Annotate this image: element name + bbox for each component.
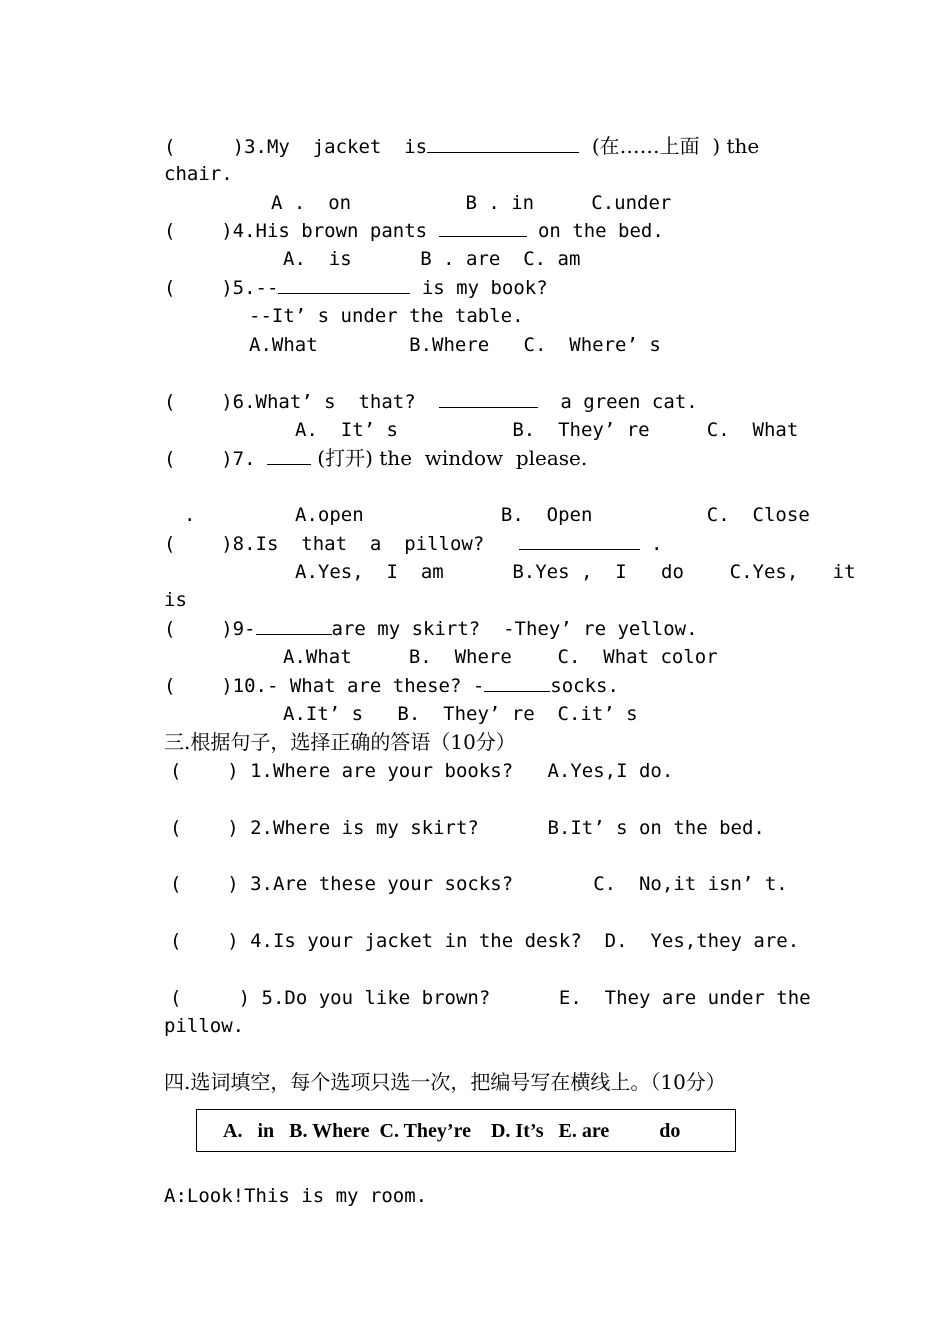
question-8: ( )8.Is that a pillow? .	[164, 533, 663, 555]
match-5: ( ) 5.Do you like brown? E. They are under the	[170, 987, 811, 1009]
question-3: ( )3.My jacket is (在……上面 ) the	[164, 134, 760, 158]
blank[interactable]	[439, 218, 527, 237]
question-9: ( )9- are my skirt? -They’ re yellow.	[164, 618, 698, 640]
question-5-answer: --It’ s under the table.	[249, 305, 524, 327]
match-2: ( ) 2.Where is my skirt? B.It’ s on the bed.	[170, 817, 765, 839]
dialogue-line-1: A:Look!This is my room.	[164, 1185, 428, 1207]
question-8-cont: is	[164, 589, 187, 611]
blank[interactable]	[519, 531, 640, 550]
question-7-dot: .	[184, 504, 196, 526]
question-7-options: A.open B. Open C. Close	[295, 504, 810, 526]
word-bank-box	[196, 1109, 736, 1152]
blank[interactable]	[256, 616, 332, 635]
question-10: ( )10.- What are these? - socks.	[164, 675, 619, 697]
word-bank-options: A. in B. Where C. They’re D. It’s E. are do	[223, 1120, 681, 1142]
blank[interactable]	[267, 446, 311, 465]
question-10-options: A.It’ s B. They’ re C.it’ s	[283, 703, 638, 725]
question-5-options: A.What B.Where C. Where’ s	[249, 334, 661, 356]
blank[interactable]	[278, 275, 410, 294]
question-7: ( )7. (打开) the window please.	[164, 446, 588, 470]
question-3-cont: chair.	[164, 163, 233, 185]
question-6: ( )6.What’ s that? a green cat.	[164, 391, 698, 413]
blank[interactable]	[439, 389, 538, 408]
match-4: ( ) 4.Is your jacket in the desk? D. Yes,they are.	[170, 930, 800, 952]
match-5-cont: pillow.	[164, 1015, 245, 1037]
section-4-heading: 四.选词填空，每个选项只选一次，把编号写在横线上。（10分）	[164, 1070, 726, 1094]
section-3-heading: 三.根据句子，选择正确的答语（10分）	[164, 730, 516, 754]
question-5: ( )5.-- is my book?	[164, 277, 548, 299]
question-3-options: A . on B . in C.under	[271, 192, 672, 214]
question-9-options: A.What B. Where C. What color	[283, 646, 718, 668]
question-8-options: A.Yes, I am B.Yes , I do C.Yes, it	[295, 561, 856, 583]
question-4: ( )4.His brown pants on the bed.	[164, 220, 664, 242]
blank[interactable]	[484, 673, 550, 692]
question-4-options: A. is B . are C. am	[283, 248, 581, 270]
match-1: ( ) 1.Where are your books? A.Yes,I do.	[170, 760, 674, 782]
blank[interactable]	[427, 134, 579, 153]
question-6-options: A. It’ s B. They’ re C. What	[295, 419, 799, 441]
match-3: ( ) 3.Are these your socks? C. No,it isn’ t.	[170, 873, 788, 895]
